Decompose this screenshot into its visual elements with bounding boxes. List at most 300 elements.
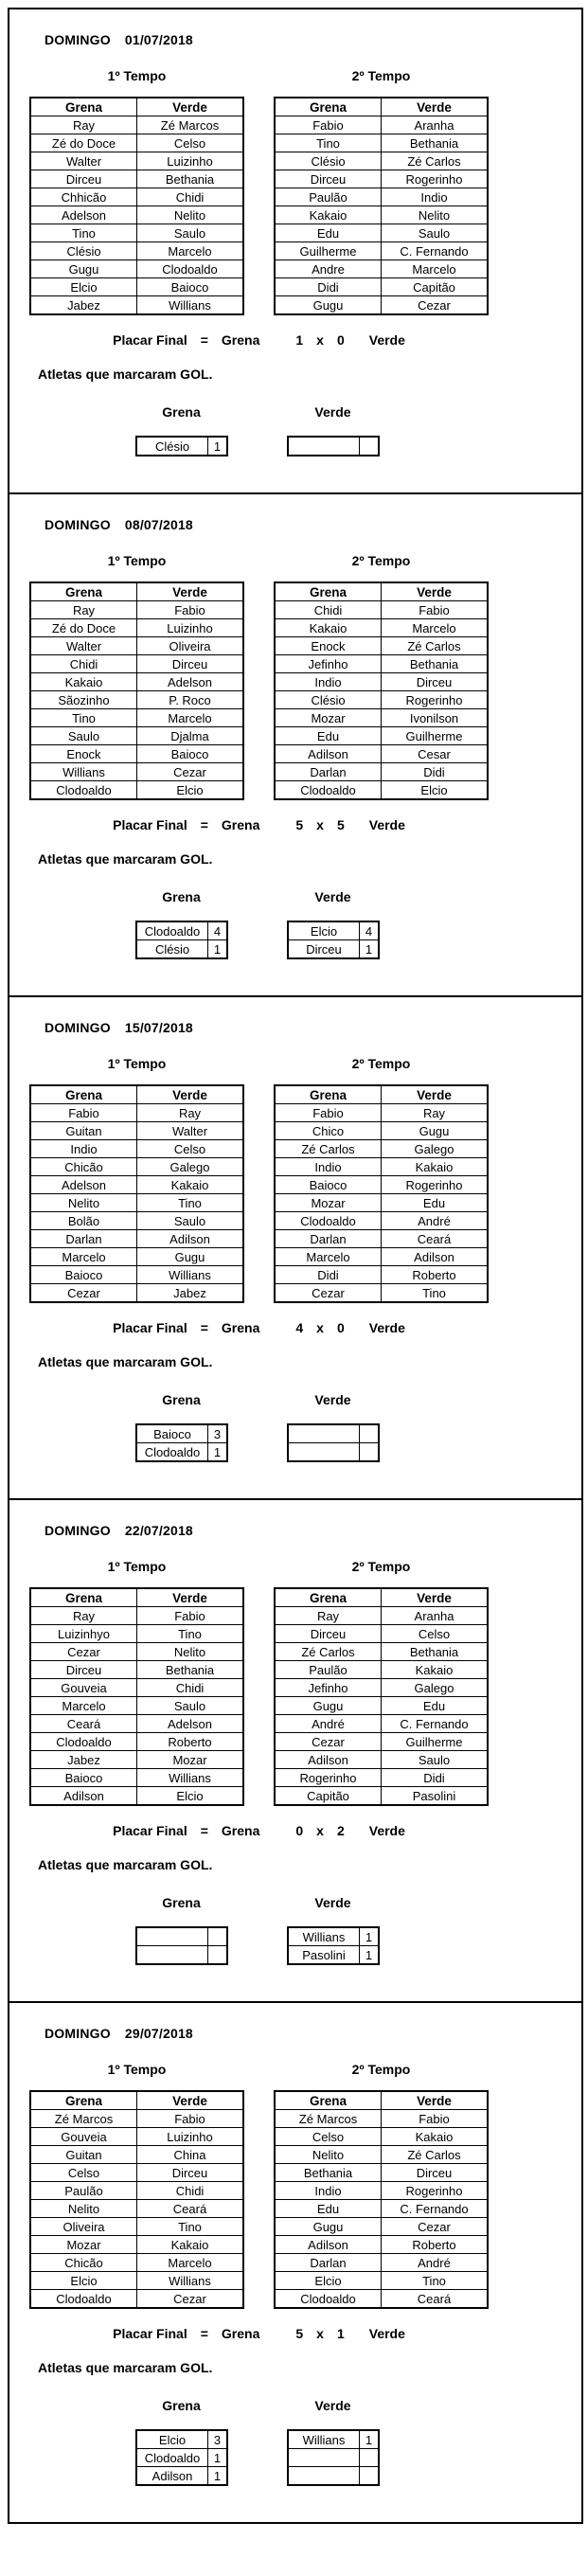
player-name-verde: Marcelo: [137, 242, 244, 260]
lineup-row: [275, 1176, 488, 1194]
player-name-verde: Ceará: [137, 2200, 244, 2218]
lineup-row: [30, 2182, 243, 2200]
second-half-title: 2º Tempo: [351, 553, 411, 568]
first-half-title: 1º Tempo: [107, 1056, 167, 1071]
player-name-grena: Adelson: [30, 1176, 137, 1194]
lineup-row: [275, 1733, 488, 1751]
lineup-row: [275, 655, 488, 673]
first-half-block: [29, 1559, 244, 1806]
score-team-grena-label: Grena: [221, 2326, 260, 2341]
player-name-grena: Indio: [275, 1158, 382, 1176]
player-name-verde: C. Fernando: [382, 242, 489, 260]
player-name-verde: Nelito: [137, 206, 244, 224]
scorer-row: [288, 437, 379, 456]
player-name-verde: Galego: [382, 1679, 489, 1697]
lineup-row: [30, 224, 243, 242]
player-name-verde: Rogerinho: [382, 1176, 489, 1194]
match-section: [9, 997, 581, 1500]
scorer-name: Clésio: [136, 437, 208, 456]
lineup-row: [275, 2110, 488, 2128]
player-name-grena: Adilson: [275, 745, 382, 763]
player-name-verde: Elcio: [382, 781, 489, 800]
lineup-header-row: [30, 582, 243, 601]
lineup-row: [30, 1194, 243, 1212]
lineup-row: [30, 2128, 243, 2146]
player-name-grena: Celso: [275, 2128, 382, 2146]
player-name-grena: Gugu: [275, 296, 382, 315]
final-score-row: [29, 332, 489, 348]
lineup-row: [30, 1176, 243, 1194]
player-name-verde: Ray: [137, 1104, 244, 1122]
player-name-grena: Baioco: [275, 1176, 382, 1194]
score-team-grena-label: Grena: [221, 817, 260, 832]
scorer-row: [288, 1927, 379, 1946]
player-name-grena: Nelito: [30, 2200, 137, 2218]
player-name-verde: Kakaio: [137, 2236, 244, 2254]
player-name-verde: Bethania: [137, 1661, 244, 1679]
player-name-grena: Enock: [275, 637, 382, 655]
lineup-header-row: [30, 2091, 243, 2110]
score-team-verde-label: Verde: [368, 332, 405, 348]
player-name-verde: Guilherme: [382, 727, 489, 745]
player-name-grena: Gugu: [275, 1697, 382, 1715]
scorers-grena-label: Grena: [162, 404, 201, 420]
scorer-name: [136, 1946, 208, 1965]
player-name-verde: Zé Marcos: [137, 116, 244, 134]
score-separator: x: [316, 1823, 324, 1838]
scorers-grena-table: [135, 1423, 228, 1462]
player-name-grena: Indio: [275, 2182, 382, 2200]
lineup-row: [275, 242, 488, 260]
player-name-grena: Darlan: [275, 1230, 382, 1248]
match-day-label: DOMINGO: [45, 1523, 111, 1538]
player-name-verde: Walter: [137, 1122, 244, 1140]
lineup-row: [275, 1625, 488, 1643]
player-name-verde: Galego: [382, 1140, 489, 1158]
column-header-verde: Verde: [382, 582, 489, 601]
lineup-row: [30, 691, 243, 709]
scorers-grena-label: Grena: [162, 1895, 201, 1910]
lineup-row: [275, 2218, 488, 2236]
lineup-row: [275, 1751, 488, 1769]
scorer-goal-count: 1: [208, 940, 228, 959]
final-score-row: [29, 2326, 489, 2341]
player-name-grena: Walter: [30, 637, 137, 655]
player-name-grena: Ray: [275, 1607, 382, 1625]
player-name-verde: Cezar: [137, 2290, 244, 2309]
player-name-verde: Dirceu: [137, 2164, 244, 2182]
player-name-grena: Edu: [275, 727, 382, 745]
scorer-name: Willians: [288, 1927, 360, 1946]
player-name-verde: Fabio: [137, 2110, 244, 2128]
player-name-verde: Nelito: [137, 1643, 244, 1661]
player-name-verde: Luizinho: [137, 2128, 244, 2146]
player-name-grena: Jabez: [30, 296, 137, 315]
player-name-verde: Cezar: [382, 2218, 489, 2236]
player-name-grena: Chicão: [30, 1158, 137, 1176]
lineup-row: [275, 188, 488, 206]
player-name-grena: Zé Carlos: [275, 1643, 382, 1661]
column-header-grena: Grena: [30, 1588, 137, 1607]
player-name-verde: Ray: [382, 1104, 489, 1122]
player-name-grena: Guilherme: [275, 242, 382, 260]
scorer-goal-count: 3: [208, 2430, 228, 2449]
scorers-block: [135, 1895, 570, 1965]
score-verde-value: 5: [336, 817, 345, 832]
player-name-grena: Cezar: [275, 1284, 382, 1303]
score-separator: x: [316, 817, 324, 832]
lineup-row: [275, 152, 488, 170]
score-verde-value: 0: [336, 332, 345, 348]
lineup-row: [30, 1697, 243, 1715]
scorers-heading: Atletas que marcaram GOL.: [38, 851, 213, 867]
player-name-grena: Chhicão: [30, 188, 137, 206]
player-name-verde: Tino: [137, 2218, 244, 2236]
player-name-verde: Marcelo: [137, 709, 244, 727]
second-half-block: [274, 68, 489, 315]
player-name-verde: Cezar: [382, 296, 489, 315]
scorer-name: Elcio: [136, 2430, 208, 2449]
first-half-title: 1º Tempo: [107, 553, 167, 568]
lineup-row: [30, 1266, 243, 1284]
player-name-verde: Nelito: [382, 206, 489, 224]
player-name-verde: Baioco: [137, 745, 244, 763]
score-grena-value: 4: [295, 1320, 304, 1335]
player-name-grena: Baioco: [30, 1769, 137, 1787]
score-equals-sign: =: [200, 1320, 208, 1335]
player-name-grena: Clodoaldo: [275, 1212, 382, 1230]
scorer-goal-count: [208, 1927, 228, 1946]
first-half-block: [29, 1056, 244, 1303]
scorers-block: [135, 889, 570, 959]
player-name-grena: Mozar: [30, 2236, 137, 2254]
lineup-row: [30, 781, 243, 800]
player-name-grena: Mozar: [275, 709, 382, 727]
score-separator: x: [316, 332, 324, 348]
score-equals-sign: =: [200, 332, 208, 348]
lineup-row: [30, 260, 243, 278]
player-name-grena: Paulão: [30, 2182, 137, 2200]
scorer-name: [288, 2449, 360, 2467]
scorer-goal-count: 1: [360, 2430, 380, 2449]
scorer-name: Willians: [288, 2430, 360, 2449]
player-name-grena: Adilson: [275, 1751, 382, 1769]
scorers-block: [135, 404, 570, 456]
score-equals-sign: =: [200, 2326, 208, 2341]
player-name-grena: Zé do Doce: [30, 619, 137, 637]
player-name-grena: Bolão: [30, 1212, 137, 1230]
second-half-lineup-table: [274, 1587, 489, 1806]
player-name-verde: Saulo: [382, 224, 489, 242]
lineup-row: [30, 1625, 243, 1643]
lineup-header-row: [275, 98, 488, 116]
player-name-grena: Ray: [30, 1607, 137, 1625]
player-name-verde: Elcio: [137, 781, 244, 800]
player-name-verde: Kakaio: [382, 1158, 489, 1176]
first-half-lineup-table: [29, 2090, 244, 2309]
player-name-verde: Roberto: [382, 2236, 489, 2254]
player-name-grena: Baioco: [30, 1266, 137, 1284]
match-section: [9, 494, 581, 997]
player-name-verde: Willians: [137, 2272, 244, 2290]
player-name-grena: Adilson: [275, 2236, 382, 2254]
lineup-row: [30, 1104, 243, 1122]
player-name-grena: Edu: [275, 2200, 382, 2218]
match-date: 08/07/2018: [124, 517, 193, 532]
player-name-verde: Ivonilson: [382, 709, 489, 727]
match-date: 01/07/2018: [124, 32, 193, 47]
lineup-row: [275, 781, 488, 800]
player-name-grena: Edu: [275, 224, 382, 242]
score-prefix-label: Placar Final: [113, 1320, 187, 1335]
lineup-row: [275, 260, 488, 278]
player-name-verde: Willians: [137, 1266, 244, 1284]
column-header-grena: Grena: [275, 2091, 382, 2110]
scorer-goal-count: 4: [360, 921, 380, 940]
score-prefix-label: Placar Final: [113, 817, 187, 832]
scorer-goal-count: 1: [208, 437, 228, 456]
column-header-grena: Grena: [275, 1085, 382, 1104]
lineup-row: [275, 296, 488, 315]
player-name-verde: Willians: [137, 1769, 244, 1787]
scorer-name: Clodoaldo: [136, 1443, 208, 1462]
lineup-row: [30, 278, 243, 296]
match-day-label: DOMINGO: [45, 517, 111, 532]
player-name-verde: Kakaio: [382, 1661, 489, 1679]
player-name-grena: Gugu: [30, 260, 137, 278]
score-grena-value: 5: [295, 817, 304, 832]
player-name-verde: Celso: [382, 1625, 489, 1643]
player-name-verde: Adelson: [137, 1715, 244, 1733]
match-date: 29/07/2018: [124, 2026, 193, 2041]
player-name-grena: Cezar: [275, 1733, 382, 1751]
scorer-row: [288, 1946, 379, 1965]
player-name-grena: Chico: [275, 1122, 382, 1140]
player-name-verde: Galego: [137, 1158, 244, 1176]
player-name-verde: Marcelo: [137, 2254, 244, 2272]
score-team-verde-label: Verde: [368, 817, 405, 832]
player-name-grena: Enock: [30, 745, 137, 763]
player-name-verde: Zé Carlos: [382, 2146, 489, 2164]
first-half-title: 1º Tempo: [107, 2062, 167, 2077]
player-name-grena: Adelson: [30, 206, 137, 224]
lineup-row: [275, 1769, 488, 1787]
player-name-grena: Fabio: [275, 116, 382, 134]
scorer-row: [136, 437, 227, 456]
player-name-grena: Gouveia: [30, 1679, 137, 1697]
player-name-grena: Dirceu: [275, 1625, 382, 1643]
player-name-verde: Bethania: [382, 655, 489, 673]
player-name-grena: Walter: [30, 152, 137, 170]
score-grena-value: 1: [295, 332, 304, 348]
scorer-goal-count: 1: [208, 2467, 228, 2486]
player-name-verde: Kakaio: [137, 1176, 244, 1194]
score-verde-value: 2: [336, 1823, 345, 1838]
player-name-grena: Ray: [30, 601, 137, 619]
scorers-verde-column: [287, 404, 379, 456]
lineup-row: [275, 2236, 488, 2254]
player-name-verde: Dirceu: [137, 655, 244, 673]
lineup-row: [275, 1661, 488, 1679]
player-name-verde: Didi: [382, 1769, 489, 1787]
scorer-goal-count: [360, 1443, 380, 1462]
player-name-grena: Zé Marcos: [30, 2110, 137, 2128]
player-name-verde: Rogerinho: [382, 2182, 489, 2200]
column-header-grena: Grena: [275, 98, 382, 116]
player-name-verde: Oliveira: [137, 637, 244, 655]
second-half-lineup-table: [274, 1084, 489, 1303]
player-name-verde: Djalma: [137, 727, 244, 745]
lineup-row: [275, 1194, 488, 1212]
scorer-name: [288, 1443, 360, 1462]
player-name-verde: Saulo: [137, 1697, 244, 1715]
scorers-grena-table: [135, 921, 228, 959]
lineup-row: [30, 1607, 243, 1625]
scorer-row: [288, 2467, 379, 2486]
column-header-verde: Verde: [137, 98, 244, 116]
player-name-verde: Fabio: [137, 601, 244, 619]
column-header-verde: Verde: [137, 1085, 244, 1104]
lineup-row: [275, 2272, 488, 2290]
player-name-grena: Dirceu: [275, 170, 382, 188]
scorers-grena-label: Grena: [162, 2398, 201, 2413]
scorers-verde-label: Verde: [314, 1895, 351, 1910]
player-name-grena: Capitão: [275, 1787, 382, 1806]
scorers-grena-column: [135, 889, 227, 959]
player-name-verde: Bethania: [382, 134, 489, 152]
final-score-row: [29, 1320, 489, 1335]
scorer-name: Baioco: [136, 1424, 208, 1443]
match-date-row: [19, 2026, 570, 2041]
second-half-title: 2º Tempo: [351, 1559, 411, 1574]
player-name-grena: Zé Marcos: [275, 2110, 382, 2128]
player-name-verde: Bethania: [137, 170, 244, 188]
player-name-grena: Paulão: [275, 188, 382, 206]
player-name-grena: Nelito: [275, 2146, 382, 2164]
scorers-verde-label: Verde: [314, 2398, 351, 2413]
player-name-grena: Dirceu: [30, 170, 137, 188]
scorers-heading: Atletas que marcaram GOL.: [38, 2360, 213, 2375]
player-name-verde: Jabez: [137, 1284, 244, 1303]
lineup-row: [275, 224, 488, 242]
player-name-grena: Mozar: [275, 1194, 382, 1212]
column-header-grena: Grena: [30, 582, 137, 601]
lineup-row: [30, 1212, 243, 1230]
scorer-goal-count: 1: [360, 1927, 380, 1946]
lineup-header-row: [30, 1085, 243, 1104]
first-half-lineup-table: [29, 97, 244, 315]
lineup-row: [275, 763, 488, 781]
first-half-block: [29, 553, 244, 800]
player-name-verde: Dirceu: [382, 2164, 489, 2182]
player-name-grena: Didi: [275, 278, 382, 296]
player-name-grena: Jefinho: [275, 1679, 382, 1697]
player-name-verde: Adelson: [137, 673, 244, 691]
second-half-title: 2º Tempo: [351, 68, 411, 83]
lineup-row: [275, 709, 488, 727]
player-name-grena: Kakaio: [275, 619, 382, 637]
player-name-grena: Indio: [275, 673, 382, 691]
player-name-verde: Marcelo: [382, 619, 489, 637]
scorer-row: [136, 921, 227, 940]
player-name-grena: Bethania: [275, 2164, 382, 2182]
match-date-row: [19, 32, 570, 47]
player-name-verde: C. Fernando: [382, 1715, 489, 1733]
scorer-goal-count: 1: [208, 1443, 228, 1462]
player-name-verde: Ceará: [382, 1230, 489, 1248]
scorer-name: Adilson: [136, 2467, 208, 2486]
scorers-block: [135, 1392, 570, 1462]
lineup-row: [30, 242, 243, 260]
scorer-goal-count: 1: [208, 2449, 228, 2467]
column-header-grena: Grena: [275, 582, 382, 601]
lineup-row: [275, 2290, 488, 2309]
lineup-row: [275, 2254, 488, 2272]
player-name-grena: Clodoaldo: [30, 1733, 137, 1751]
player-name-verde: Tino: [137, 1625, 244, 1643]
column-header-grena: Grena: [275, 1588, 382, 1607]
player-name-grena: Paulão: [275, 1661, 382, 1679]
scorers-verde-label: Verde: [314, 889, 351, 904]
lineup-row: [30, 673, 243, 691]
scorers-verde-table: [287, 2429, 380, 2486]
lineup-row: [30, 763, 243, 781]
match-report-page: [8, 8, 583, 2524]
second-half-block: [274, 2062, 489, 2309]
scorer-name: Dirceu: [288, 940, 360, 959]
score-equals-sign: =: [200, 1823, 208, 1838]
scorer-name: Clodoaldo: [136, 921, 208, 940]
player-name-verde: Roberto: [137, 1733, 244, 1751]
player-name-verde: P. Roco: [137, 691, 244, 709]
player-name-grena: Clodoaldo: [275, 2290, 382, 2309]
match-date-row: [19, 1020, 570, 1035]
player-name-grena: Fabio: [30, 1104, 137, 1122]
player-name-verde: Adilson: [382, 1248, 489, 1266]
lineup-row: [275, 206, 488, 224]
first-half-lineup-table: [29, 581, 244, 800]
score-grena-value: 5: [295, 2326, 304, 2341]
scorer-row: [136, 1443, 227, 1462]
column-header-grena: Grena: [30, 98, 137, 116]
lineup-row: [275, 1715, 488, 1733]
lineup-row: [275, 2200, 488, 2218]
scorers-block: [135, 2398, 570, 2486]
scorers-verde-column: [287, 2398, 379, 2486]
player-name-grena: Marcelo: [275, 1248, 382, 1266]
column-header-verde: Verde: [137, 2091, 244, 2110]
lineup-row: [275, 601, 488, 619]
second-half-lineup-table: [274, 2090, 489, 2309]
lineup-row: [30, 1248, 243, 1266]
first-half-lineup-table: [29, 1084, 244, 1303]
final-score-row: [29, 817, 489, 832]
player-name-grena: Gugu: [275, 2218, 382, 2236]
lineup-row: [30, 1733, 243, 1751]
scorers-grena-label: Grena: [162, 889, 201, 904]
score-team-grena-label: Grena: [221, 1823, 260, 1838]
column-header-verde: Verde: [382, 1588, 489, 1607]
lineup-row: [275, 116, 488, 134]
player-name-grena: Guitan: [30, 2146, 137, 2164]
player-name-verde: Zé Carlos: [382, 152, 489, 170]
lineup-row: [30, 188, 243, 206]
lineup-row: [30, 1122, 243, 1140]
player-name-verde: Celso: [137, 134, 244, 152]
scorers-grena-column: [135, 2398, 227, 2486]
scorers-verde-column: [287, 1895, 379, 1965]
player-name-verde: Saulo: [382, 1751, 489, 1769]
